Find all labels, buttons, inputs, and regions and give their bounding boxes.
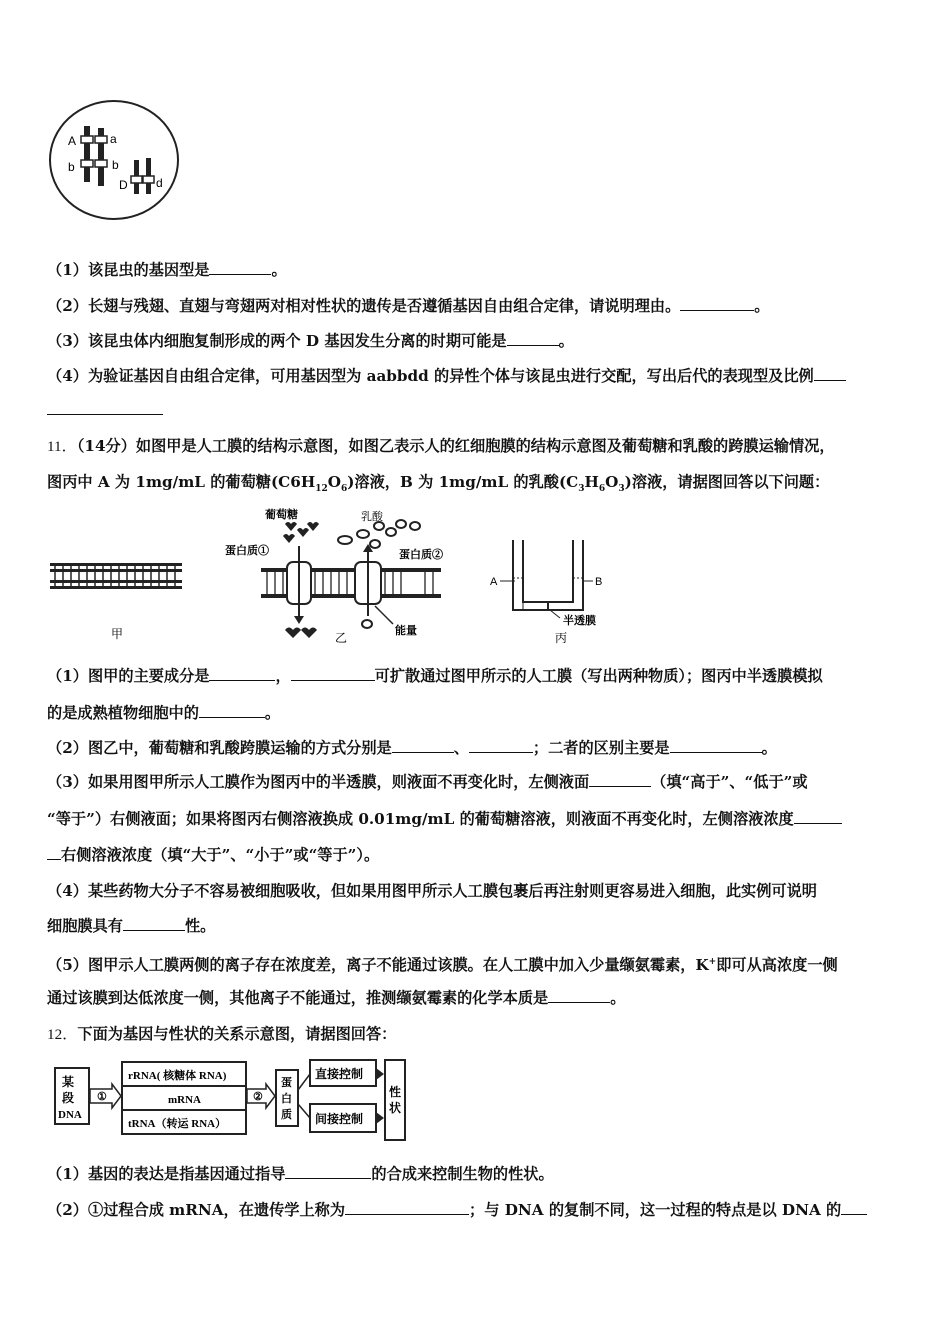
answer-blank[interactable] (345, 1200, 469, 1215)
q11-part4-line2 (47, 916, 215, 936)
gene-label-b-right: b (112, 158, 119, 172)
q11-part4-text: （4）某些药物大分子不容易被细胞吸收，但如果用图甲所示人工膜包裹后再注射则更容易进入细胞，此实例可说明 (47, 882, 817, 900)
answer-blank[interactable] (209, 666, 275, 681)
question-number: 12． (47, 1026, 78, 1043)
q11-part3-line2 (47, 809, 842, 829)
step-1-label: ① (97, 1091, 107, 1103)
q11-part3-text: （3）如果用图甲所示人工膜作为图丙中的半透膜，则液面不再变化时，左侧液面 (47, 773, 590, 791)
u-tube-diagram (490, 540, 602, 645)
answer-blank[interactable] (285, 1164, 371, 1179)
step-2-label: ② (253, 1091, 263, 1103)
q11-part5-line1: （5）图甲示人工膜两侧的离子存在浓度差，离子不能通过该膜。在人工膜中加入少量缬氨霉素，K+即可从高浓度一侧 (47, 956, 838, 975)
membrane-figure (45, 506, 635, 646)
q11-part2-text: （2）图乙中，葡萄糖和乳酸跨膜运输的方式分别是 (47, 739, 392, 757)
q10-part3-text: （3）该昆虫体内细胞复制形成的两个 D 基因发生分离的时期可能是 (47, 332, 507, 350)
q10-part4-continued (47, 400, 163, 420)
q10-part2 (47, 296, 769, 316)
punct: 。 (761, 739, 777, 757)
q10-part4-text: （4）为验证基因自由组合定律，可用基因型为 aabbdd 的异性个体与该昆虫进行交配，写出后代的表现型及比例 (47, 367, 814, 385)
gene-label-D: D (119, 178, 128, 192)
q11-part5-line2 (47, 988, 625, 1008)
label-jia: 甲 (111, 627, 124, 641)
q11-part4-text-b: 细胞膜具有 (47, 917, 123, 935)
answer-blank[interactable] (841, 1200, 867, 1215)
label-bing: 丙 (555, 631, 568, 645)
rbc-membrane-diagram (225, 507, 443, 645)
q10-part1 (47, 260, 287, 280)
q11-part1-line2 (47, 703, 280, 723)
q11-part1-text-d: 的是成熟植物细胞中的 (47, 704, 199, 722)
q11-intro-text-d: )溶液，请据图回答以下问题： (624, 473, 830, 491)
q11-part1-text-c: 可扩散通过图甲所示的人工膜（写出两种物质）；图丙中半透膜模拟 (374, 667, 823, 685)
punct: 。 (754, 297, 770, 315)
gene-label-a: a (110, 132, 117, 146)
q12-part1-text: （1）基因的表达是指基因通过指导 (47, 1165, 286, 1183)
q11-part5-text: （5）图甲示人工膜两侧的离子存在浓度差，离子不能通过该膜。在人工膜中加入少量缬氨霉素，K (47, 956, 709, 975)
answer-blank[interactable] (199, 703, 265, 718)
answer-blank[interactable] (794, 809, 842, 824)
answer-blank[interactable] (123, 916, 185, 931)
gene-label-b-left: b (68, 160, 75, 174)
answer-blank[interactable] (670, 738, 762, 753)
answer-blank[interactable] (680, 296, 754, 311)
punct: 、 (453, 739, 469, 757)
label-B: B (595, 576, 603, 588)
answer-blank[interactable] (291, 666, 375, 681)
dna-label-3: DNA (58, 1109, 82, 1121)
punct: 。 (271, 261, 287, 279)
label-semipermeable: 半透膜 (563, 615, 596, 627)
label-protein2: 蛋白质② (399, 549, 443, 561)
trna-label: tRNA（转运 RNA） (128, 1118, 227, 1130)
dna-label-1: 某 (62, 1075, 75, 1089)
answer-blank[interactable] (209, 260, 271, 275)
q11-intro-line1 (47, 436, 835, 457)
direct-control-label: 直接控制 (315, 1067, 364, 1081)
indirect-control-label: 间接控制 (315, 1112, 364, 1126)
dna-label-2: 段 (62, 1091, 75, 1105)
label-energy: 能量 (395, 625, 417, 637)
q11-part1-line1 (47, 666, 823, 686)
rrna-label: rRNA( 核糖体 RNA) (128, 1070, 227, 1082)
q10-part2-text: （2）长翅与残翅、直翅与弯翅两对相对性状的遗传是否遵循基因自由组合定律，请说明理由。 (47, 297, 681, 315)
q11-part3-line1 (47, 772, 808, 792)
q11-part3-text-d: 右侧溶液浓度（填“大于”、“小于”或“等于”）。 (61, 846, 380, 864)
gene-trait-diagram (50, 1056, 410, 1144)
punct: 。 (264, 704, 281, 722)
protein-label-3: 质 (281, 1109, 292, 1121)
q11-intro-text-b: 图丙中 A 为 1mg/mL 的葡萄糖(C (47, 473, 291, 491)
answer-blank[interactable] (47, 400, 163, 415)
q11-part5-text-b: 即可从高浓度一侧 (716, 956, 838, 975)
q11-part2 (47, 738, 777, 758)
q12-part2-text-b: ；与 DNA 的复制不同，这一过程的特点是以 DNA 的 (469, 1201, 842, 1219)
punct: ， (275, 667, 291, 685)
q11-part4-line1 (47, 881, 817, 901)
q10-part1-text: （1）该昆虫的基因型是 (47, 261, 210, 279)
q11-part2-text-c: ；二者的区别主要是 (532, 739, 670, 757)
label-A: A (490, 576, 498, 588)
answer-blank[interactable] (507, 331, 559, 346)
punct: 。 (558, 332, 574, 350)
q11-intro-text-c: 溶液，B 为 1mg/mL 的乳酸(C (354, 473, 579, 491)
q10-part4 (47, 366, 846, 386)
answer-blank[interactable] (47, 845, 61, 860)
label-yi: 乙 (335, 631, 348, 645)
answer-blank[interactable] (814, 366, 846, 381)
q12-intro-text: 下面为基因与性状的关系示意图，请据图回答： (77, 1025, 397, 1043)
q11-part5-text-c: 通过该膜到达低浓度一侧，其他离子不能通过，推测缬氨霉素的化学本质是 (47, 989, 549, 1007)
q12-part2-text: （2）①过程合成 mRNA，在遗传学上称为 (47, 1201, 346, 1219)
q11-part1-text: （1）图甲的主要成分是 (47, 667, 210, 685)
answer-blank[interactable] (469, 738, 533, 753)
gene-label-A: A (68, 134, 77, 148)
label-lactic: 乳酸 (361, 511, 383, 523)
chromosome-figure (48, 98, 183, 222)
q11-part3-text-b: （填“高于”、“低于”或 (651, 773, 808, 791)
label-glucose: 葡萄糖 (265, 509, 298, 521)
q11-intro-text: （14分）如图甲是人工膜的结构示意图，如图乙表示人的红细胞膜的结构示意图及葡萄糖和乳酸的跨膜运输情况， (76, 437, 835, 455)
answer-blank[interactable] (548, 988, 610, 1003)
punct: 。 (610, 989, 626, 1007)
q12-part1-text-b: 的合成来控制生物的性状。 (371, 1165, 554, 1183)
q11-part3-line3 (47, 845, 379, 865)
q11-part3-text-c: “等于”）右侧液面；如果将图丙右侧溶液换成 0.01mg/mL 的葡萄糖溶液，则液面不再变化时，左侧溶液浓度 (47, 810, 794, 828)
mrna-label: mRNA (168, 1094, 201, 1106)
protein-label-1: 蛋 (281, 1077, 292, 1089)
trait-label-1: 性 (389, 1085, 402, 1099)
artificial-membrane-diagram (50, 563, 182, 641)
q12-part2 (47, 1200, 867, 1220)
q12-part1 (47, 1164, 554, 1184)
answer-blank[interactable] (392, 738, 454, 753)
answer-blank[interactable] (589, 772, 651, 787)
q10-part3 (47, 331, 574, 351)
label-protein1: 蛋白质① (225, 545, 269, 557)
question-number: 11． (47, 438, 77, 455)
trait-label-2: 状 (389, 1101, 402, 1115)
gene-label-d: d (156, 176, 163, 190)
q12-intro (47, 1024, 396, 1045)
protein-label-2: 白 (281, 1093, 292, 1105)
q11-part4-text-c: 性。 (184, 917, 216, 935)
q11-intro-line2: 图丙中 A 为 1mg/mL 的葡萄糖$(C6H_{12}O_6)$溶液，B 为 1mg/mL 的乳酸$(C_3H_6O_3)$溶液，请据图回答以下问题： (47, 473, 830, 495)
